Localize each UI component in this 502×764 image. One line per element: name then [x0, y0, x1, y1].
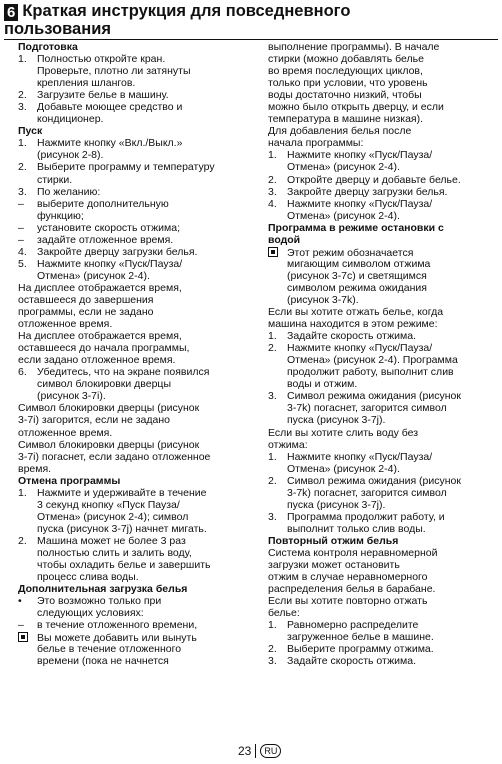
line-text: установите скорость отжима;: [37, 221, 181, 234]
list-marker: 5.: [18, 257, 27, 270]
text-line: [18, 619, 260, 631]
line-text: Отмена» (рисунок 2-4); символ: [37, 510, 189, 523]
text-line: [18, 258, 260, 270]
text-line: [18, 137, 260, 149]
text-line: [268, 402, 498, 414]
text-line: [18, 186, 260, 198]
line-text: Это возможно только при: [37, 595, 162, 608]
text-line: [18, 643, 260, 655]
line-text: Программа в режиме остановки с: [268, 221, 444, 234]
header-rule: [4, 39, 498, 40]
line-text: оставшееся до завершения: [18, 293, 154, 306]
text-line: [268, 475, 498, 487]
line-text: (рисунок 3-7k).: [287, 293, 359, 306]
line-text: пуска (рисунок 3-7j) начнет мигать.: [37, 522, 207, 535]
text-line: [268, 342, 498, 354]
line-text: крепления шлангов.: [37, 77, 136, 90]
line-text: воды достаточно низкий, чтобы: [268, 89, 422, 102]
text-line: [268, 258, 498, 270]
line-text: стирки.: [37, 173, 73, 186]
line-text: Отмена» (рисунок 2-4).: [37, 269, 150, 282]
line-text: водой: [268, 233, 301, 246]
list-marker: 3.: [268, 655, 277, 668]
line-text: Нажмите кнопку «Пуск/Пауза/: [287, 149, 433, 162]
line-text: Нажмите кнопку «Вкл./Выкл.»: [37, 137, 183, 150]
line-text: Загрузите белье в машину.: [37, 89, 169, 102]
text-line: [268, 41, 498, 53]
text-line: [18, 607, 260, 619]
text-line: [18, 499, 260, 511]
line-text: Выберите программу отжима.: [287, 643, 434, 656]
list-marker: 1.: [268, 450, 277, 463]
line-text: выполнение программы). В начале: [268, 41, 440, 53]
line-text: загрузки может остановить: [268, 559, 400, 572]
line-text: 3-7k) погаснет, загорится символ: [287, 402, 447, 415]
line-text: Равномерно распределите: [287, 619, 419, 632]
text-line: [268, 583, 498, 595]
line-text: следующих условиях:: [37, 607, 144, 620]
text-line: [268, 125, 498, 137]
text-line: [18, 77, 260, 89]
line-text: выполнит только слив воды.: [287, 522, 426, 535]
text-line: [18, 402, 260, 414]
list-marker: –: [18, 619, 24, 632]
line-text: Закройте дверцу загрузки белья.: [287, 185, 448, 198]
line-text: отложенное время.: [18, 426, 113, 439]
text-line: [268, 101, 498, 113]
section-number-badge: 6: [4, 4, 18, 21]
list-marker: 2.: [18, 534, 27, 547]
text-line: [268, 643, 498, 655]
line-text: процесс слива воды.: [37, 571, 139, 584]
line-text: Машина может не более 3 раз: [37, 534, 186, 547]
line-text: Этот режим обозначается: [287, 246, 414, 259]
line-text: 3 секунд кнопку «Пуск Пауза/: [37, 498, 180, 511]
line-text: если задано отложенное время.: [18, 354, 176, 367]
left-column: [18, 41, 260, 667]
section-title-line-1: Краткая инструкция для повседневного: [22, 2, 351, 20]
list-marker: 1.: [18, 137, 27, 150]
line-text: Для добавления белья после: [268, 125, 412, 138]
text-line: [18, 439, 260, 451]
text-line: [268, 451, 498, 463]
text-line: [18, 414, 260, 426]
line-text: Нажмите кнопку «Пуск/Пауза/: [37, 257, 183, 270]
line-text: символом режима ожидания: [287, 281, 427, 294]
line-text: Полностью откройте кран.: [37, 53, 166, 66]
text-line: [18, 246, 260, 258]
line-text: можно было открыть дверцу, и если: [268, 101, 444, 114]
text-line: [268, 186, 498, 198]
list-marker: 4.: [18, 245, 27, 258]
line-text: чтобы охладить белье и завершить: [37, 559, 211, 572]
list-marker: 6.: [18, 366, 27, 379]
list-marker: 1.: [268, 149, 277, 162]
text-line: [268, 318, 498, 330]
list-marker: 2.: [268, 342, 277, 355]
text-line: [18, 571, 260, 583]
language-badge: RU: [260, 744, 281, 758]
list-marker: –: [18, 221, 24, 234]
text-line: [18, 655, 260, 667]
line-text: Нажмите кнопку «Пуск/Пауза/: [287, 342, 433, 355]
text-line: [268, 499, 498, 511]
list-marker: 3.: [268, 510, 277, 523]
line-text: оставшееся до начала программы,: [18, 342, 190, 355]
line-text: белье в течение отложенного: [37, 643, 182, 656]
text-line: [18, 535, 260, 547]
text-line: [268, 354, 498, 366]
line-text: выберите дополнительную: [37, 197, 169, 210]
line-text: На дисплее отображается время,: [18, 281, 182, 294]
text-line: [18, 270, 260, 282]
text-line: [268, 607, 498, 619]
section-heading: [268, 535, 498, 547]
section-heading: [18, 41, 260, 53]
text-line: [18, 318, 260, 330]
text-line: [268, 306, 498, 318]
line-text: 3-7i) загорится, если не задано: [18, 414, 170, 427]
line-text: задайте отложенное время.: [37, 233, 174, 246]
line-text: Подготовка: [18, 41, 78, 53]
section-title-line-2: пользования: [4, 20, 111, 38]
section-heading: [18, 125, 260, 137]
line-text: загруженное белье в машине.: [287, 631, 434, 644]
note-icon: [18, 632, 28, 642]
line-text: Отмена» (рисунок 2-4).: [287, 161, 400, 174]
list-marker: 2.: [18, 89, 27, 102]
text-line: [18, 282, 260, 294]
text-line: [18, 559, 260, 571]
text-line: [268, 559, 498, 571]
text-line: [18, 487, 260, 499]
line-text: Символ режима ожидания (рисунок: [287, 474, 461, 487]
line-text: Убедитесь, что на экране появился: [37, 366, 210, 379]
page-header: [4, 3, 498, 38]
text-line: [18, 53, 260, 65]
list-marker: 3.: [18, 101, 27, 114]
text-line: [18, 161, 260, 173]
line-text: Отмена» (рисунок 2-4).: [287, 462, 400, 475]
text-line: [268, 571, 498, 583]
line-text: Символ режима ожидания (рисунок: [287, 390, 461, 403]
line-text: отложенное время.: [18, 318, 113, 331]
page-footer: [238, 744, 281, 758]
text-line: [18, 89, 260, 101]
line-text: Программа продолжит работу, и: [287, 510, 445, 523]
list-marker: 3.: [268, 185, 277, 198]
line-text: Задайте скорость отжима.: [287, 330, 417, 343]
text-line: [268, 547, 498, 559]
line-text: (рисунок 2-8).: [37, 149, 104, 162]
text-line: [18, 294, 260, 306]
line-text: 3-7i) погаснет, если задано отложенное: [18, 450, 211, 463]
list-marker: –: [18, 197, 24, 210]
line-text: Отмена» (рисунок 2-4).: [287, 209, 400, 222]
line-text: Закройте дверцу загрузки белья.: [37, 245, 198, 258]
text-line: [268, 137, 498, 149]
list-marker: 3.: [18, 185, 27, 198]
text-line: [268, 198, 498, 210]
line-text: Система контроля неравномерной: [268, 546, 438, 559]
text-line: [268, 282, 498, 294]
text-line: [18, 222, 260, 234]
line-text: Нажмите кнопку «Пуск/Пауза/: [287, 197, 433, 210]
list-marker: 1.: [18, 53, 27, 66]
text-line: [18, 511, 260, 523]
line-text: времени (пока не начнется: [37, 655, 169, 668]
text-line: [268, 595, 498, 607]
text-line: [268, 161, 498, 173]
line-text: отжим в случае неравномерного: [268, 571, 428, 584]
text-line: [18, 234, 260, 246]
line-text: (рисунок 3-7i).: [37, 390, 106, 403]
text-line: [18, 366, 260, 378]
line-text: Проверьте, плотно ли затянуты: [37, 65, 191, 78]
list-marker: 3.: [268, 390, 277, 403]
line-text: белье:: [268, 607, 300, 620]
list-marker: 2.: [268, 474, 277, 487]
list-marker: 1.: [268, 330, 277, 343]
section-heading: [18, 583, 260, 595]
line-text: функцию;: [37, 209, 84, 222]
text-line: [268, 65, 498, 77]
section-heading: [268, 234, 498, 246]
line-text: программы, если не задано: [18, 306, 154, 319]
line-text: в течение отложенного времени,: [37, 619, 198, 632]
line-text: На дисплее отображается время,: [18, 330, 182, 343]
text-line: [18, 595, 260, 607]
list-marker: 2.: [268, 173, 277, 186]
text-line: [268, 174, 498, 186]
line-text: Откройте дверцу и добавьте белье.: [287, 173, 461, 186]
line-text: температура в машине низкая).: [268, 113, 424, 126]
line-text: отжима:: [268, 438, 308, 451]
line-text: распределения белья в барабане.: [268, 583, 436, 596]
list-marker: 2.: [268, 643, 277, 656]
text-line: [268, 294, 498, 306]
text-line: [18, 523, 260, 535]
line-text: начала программы:: [268, 137, 364, 150]
line-text: Дополнительная загрузка белья: [18, 583, 188, 596]
text-line: [18, 378, 260, 390]
line-text: Пуск: [18, 125, 43, 138]
text-line: [268, 378, 498, 390]
line-text: Задайте скорость отжима.: [287, 655, 417, 668]
text-line: [268, 390, 498, 402]
text-line: [268, 414, 498, 426]
footer-divider: [255, 744, 256, 758]
text-line: [18, 113, 260, 125]
text-line: [18, 101, 260, 113]
line-text: Вы можете добавить или вынуть: [37, 632, 197, 645]
line-text: (рисунок 3-7c) и светящимся: [287, 269, 427, 282]
line-text: Символ блокировки дверцы (рисунок: [18, 438, 200, 451]
list-marker: 4.: [268, 197, 277, 210]
text-line: [268, 330, 498, 342]
line-text: пуска (рисунок 3-7j).: [287, 498, 386, 511]
text-line: [18, 390, 260, 402]
line-text: Отмена» (рисунок 2-4). Программа: [287, 354, 458, 367]
text-line: [268, 149, 498, 161]
line-text: Отмена программы: [18, 474, 121, 487]
line-text: символ блокировки дверцы: [37, 378, 171, 391]
list-marker: 1.: [18, 486, 27, 499]
text-line: [18, 427, 260, 439]
line-text: пуска (рисунок 3-7j).: [287, 414, 386, 427]
text-line: [18, 631, 260, 643]
line-text: во время последующих циклов,: [268, 65, 423, 78]
line-text: Добавьте моющее средство и: [37, 101, 183, 114]
text-line: [18, 330, 260, 342]
text-line: [18, 174, 260, 186]
line-text: только при условии, что уровень: [268, 77, 428, 90]
line-text: Символ блокировки дверцы (рисунок: [18, 402, 200, 415]
section-heading: [18, 475, 260, 487]
right-column: [268, 41, 498, 667]
text-line: [18, 451, 260, 463]
text-line: [268, 631, 498, 643]
text-line: [268, 439, 498, 451]
text-line: [268, 270, 498, 282]
text-line: [268, 113, 498, 125]
line-text: полностью слить и залить воду,: [37, 546, 192, 559]
text-line: [18, 198, 260, 210]
text-line: [268, 511, 498, 523]
line-text: Нажмите кнопку «Пуск/Пауза/: [287, 450, 433, 463]
text-line: [18, 306, 260, 318]
text-line: [18, 463, 260, 475]
line-text: воды и отжим.: [287, 378, 358, 391]
text-line: [268, 89, 498, 101]
text-line: [268, 523, 498, 535]
line-text: кондиционер.: [37, 113, 104, 126]
list-marker: •: [18, 595, 22, 608]
text-line: [268, 487, 498, 499]
text-line: [268, 655, 498, 667]
text-line: [268, 246, 498, 258]
text-line: [18, 354, 260, 366]
list-marker: 1.: [268, 619, 277, 632]
text-line: [268, 463, 498, 475]
note-icon: [268, 247, 278, 257]
line-text: время.: [18, 462, 52, 475]
text-line: [268, 77, 498, 89]
text-line: [268, 366, 498, 378]
line-text: По желанию:: [37, 185, 101, 198]
line-text: продолжит работу, выполнит слив: [287, 366, 454, 379]
line-text: машина находится в этом режиме:: [268, 318, 438, 331]
text-line: [268, 619, 498, 631]
line-text: Если вы хотите повторно отжать: [268, 595, 428, 608]
line-text: стирки (можно добавлять белье: [268, 53, 424, 66]
text-line: [18, 342, 260, 354]
text-line: [18, 149, 260, 161]
text-line: [268, 427, 498, 439]
page-number: 23: [238, 744, 252, 758]
line-text: Если вы хотите отжать белье, когда: [268, 306, 444, 319]
text-line: [268, 53, 498, 65]
section-heading: [268, 222, 498, 234]
line-text: Выберите программу и температуру: [37, 161, 215, 174]
text-line: [18, 547, 260, 559]
text-line: [268, 210, 498, 222]
list-marker: –: [18, 233, 24, 246]
line-text: 3-7k) погаснет, загорится символ: [287, 486, 447, 499]
line-text: Если вы хотите слить воду без: [268, 426, 419, 439]
text-line: [18, 65, 260, 77]
line-text: Повторный отжим белья: [268, 534, 399, 547]
list-marker: 2.: [18, 161, 27, 174]
line-text: мигающим символом отжима: [287, 257, 431, 270]
line-text: Нажмите и удерживайте в течение: [37, 486, 207, 499]
text-line: [18, 210, 260, 222]
